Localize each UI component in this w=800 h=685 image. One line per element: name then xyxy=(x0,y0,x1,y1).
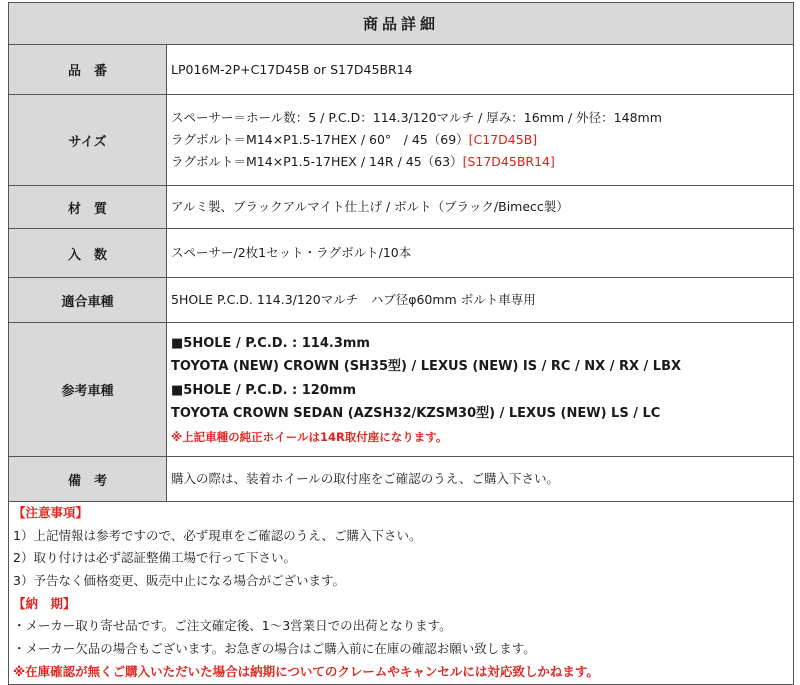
size-line-bolt-14r xyxy=(171,151,789,173)
caution-heading: 【注意事項】 xyxy=(13,505,89,520)
value-remarks xyxy=(167,457,793,501)
label-material: 材 質 xyxy=(9,186,167,228)
reference-line: ■5HOLE / P.C.D. : 114.3mm xyxy=(171,335,370,351)
material-text: アルミ製、ブラックアルマイト仕上げ / ボルト（ブラック/Bimecc製） xyxy=(171,199,569,214)
bolt-60-code: [C17D45B] xyxy=(468,132,538,147)
delivery-heading: 【納 期】 xyxy=(13,595,76,611)
reference-line: TOYOTA (NEW) CROWN (SH35型) / LEXUS (NEW) IS / RC / NX / RX / LBX xyxy=(171,359,682,374)
delivery-item: ・メーカー取り寄せ品です。ご注文確定後、1～3営業日での出荷となります。 xyxy=(13,618,452,634)
value-applicable xyxy=(167,278,793,322)
size-line-bolt-60 xyxy=(171,129,789,151)
value-quantity xyxy=(167,229,793,277)
caution-item: 1）上記情報は参考ですので、必ず現車をご確認のうえ、ご購入下さい。 xyxy=(13,527,422,543)
product-detail-table xyxy=(8,2,794,685)
row-size xyxy=(9,95,793,186)
value-size xyxy=(167,95,793,185)
reference-warning: ※上記車種の純正ホイールは14R取付座になります。 xyxy=(171,429,448,444)
row-reference xyxy=(9,323,793,457)
notes-section xyxy=(9,502,793,684)
row-part-number xyxy=(9,45,793,95)
final-warning: ※在庫確認が無くご購入いただいた場合は納期についてのクレームやキャンセルには対応致しかねます。 xyxy=(13,663,599,679)
value-part-number xyxy=(167,45,793,94)
label-size: サイズ xyxy=(9,95,167,185)
delivery-item: ・メーカー欠品の場合もございます。お急ぎの場合はご購入前に在庫の確認お願い致します。 xyxy=(13,641,536,657)
reference-line: TOYOTA CROWN SEDAN (AZSH32/KZSM30型) / LEXUS (NEW) LS / LC xyxy=(171,406,661,421)
label-quantity: 入 数 xyxy=(9,229,167,277)
row-quantity xyxy=(9,229,793,278)
part-number-text: LP016M-2P+C17D45B or S17D45BR14 xyxy=(171,61,413,77)
applicable-text: 5HOLE P.C.D. 114.3/120マルチ ハブ径φ60mm ボルト車専用 xyxy=(171,292,536,307)
remarks-text: 購入の際は、装着ホイールの取付座をご確認のうえ、ご購入下さい。 xyxy=(171,471,560,486)
value-reference xyxy=(167,323,793,456)
caution-item: 2）取り付けは必ず認証整備工場で行って下さい。 xyxy=(13,550,296,566)
reference-line: ■5HOLE / P.C.D. : 120mm xyxy=(171,382,356,398)
size-line-spacer: スペーサー＝ホール数：5 / P.C.D：114.3/120マルチ / 厚み：16mm / 外径：148mm xyxy=(171,110,662,125)
label-remarks: 備 考 xyxy=(9,457,167,501)
bolt-14r-text: ラグボルト＝M14×P1.5-17HEX / 14R / 45（63） xyxy=(171,154,463,169)
value-material xyxy=(167,186,793,228)
quantity-text: スペーサー/2枚1セット・ラグボルト/10本 xyxy=(171,245,412,260)
row-remarks xyxy=(9,457,793,502)
bolt-14r-code: [S17D45BR14] xyxy=(462,154,555,169)
row-material xyxy=(9,186,793,229)
label-part-number: 品 番 xyxy=(9,45,167,94)
label-applicable: 適合車種 xyxy=(9,278,167,322)
row-applicable xyxy=(9,278,793,323)
label-reference: 参考車種 xyxy=(9,323,167,456)
table-title: 商品詳細 xyxy=(9,3,793,45)
caution-item: 3）予告なく価格変更、販売中止になる場合がございます。 xyxy=(13,573,345,589)
bolt-60-text: ラグボルト＝M14×P1.5-17HEX / 60° / 45（69） xyxy=(171,132,469,147)
